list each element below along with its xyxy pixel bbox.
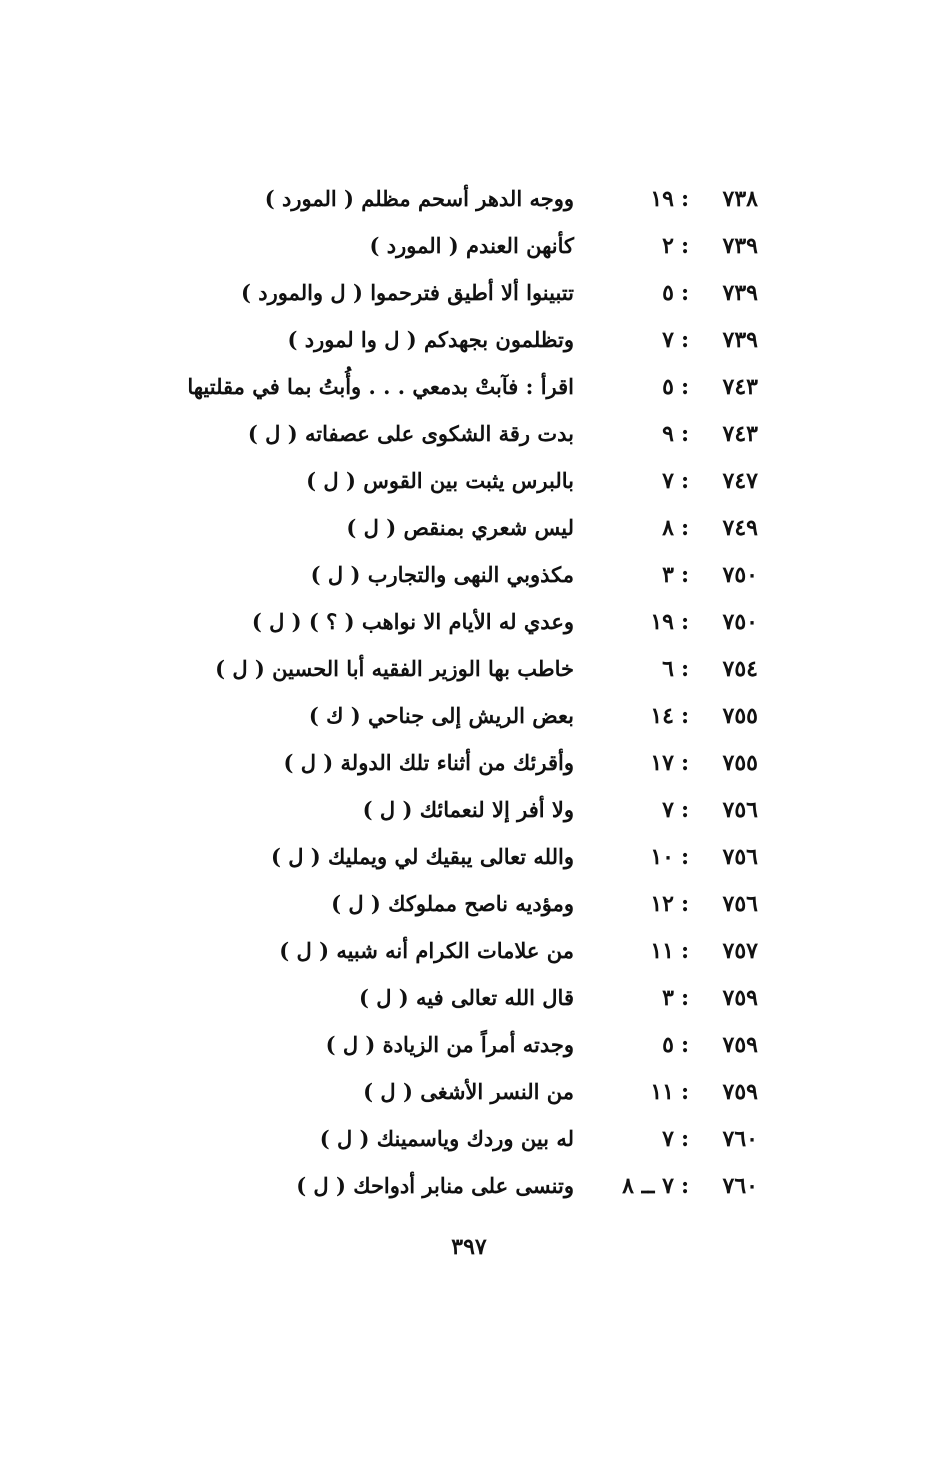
- line-number-ref: ١٩: [650, 609, 674, 635]
- correction-text: وعدي له الأيام الا نواهب ( ؟ ) ( ل ): [251, 609, 574, 634]
- list-item: [150, 744, 770, 791]
- page-number-ref: ٧٤٣: [722, 374, 758, 400]
- reference: [580, 985, 770, 1021]
- correction-text: خاطب بها الوزير الفقيه أبا الحسين ( ل ): [215, 656, 574, 681]
- correction-text: وتنسى على منابر أدواحك ( ل ): [296, 1173, 574, 1198]
- separator: :: [680, 1032, 690, 1058]
- page-number-ref: ٧٣٩: [722, 327, 758, 353]
- page-number-ref: ٧٥٦: [722, 797, 758, 823]
- reference: [580, 1126, 770, 1162]
- reference: [580, 421, 770, 457]
- reference: [580, 327, 770, 363]
- separator: :: [680, 421, 690, 447]
- correction-text: تتبينوا ألا أطيق فترحموا ( ل والمورد ): [240, 280, 574, 305]
- line-number-ref: ١٧: [650, 750, 674, 776]
- correction-text: وتظلمون بجهدكم ( ل وا لمورد ): [287, 327, 574, 352]
- list-item: [150, 791, 770, 838]
- separator: :: [680, 327, 690, 353]
- page-number-ref: ٧٦٠: [722, 1126, 758, 1152]
- list-item: [150, 274, 770, 321]
- separator: :: [680, 656, 690, 682]
- page-number-ref: ٧٥٥: [722, 703, 758, 729]
- list-item: [150, 415, 770, 462]
- page-number-ref: ٧٤٩: [722, 515, 758, 541]
- line-number-ref: ٥: [662, 374, 674, 400]
- page-number-ref: ٧٣٨: [722, 186, 758, 212]
- list-item: [150, 650, 770, 697]
- separator: :: [680, 1126, 690, 1152]
- line-number-ref: ٣: [662, 985, 674, 1011]
- separator: :: [680, 562, 690, 588]
- page-footer-number: ٣٩٧: [451, 1234, 487, 1260]
- list-item: [150, 1026, 770, 1073]
- reference: [580, 280, 770, 316]
- list-item: [150, 180, 770, 227]
- list-item: [150, 1120, 770, 1167]
- list-item: [150, 885, 770, 932]
- page-number-ref: ٧٤٣: [722, 421, 758, 447]
- line-number-ref: ١٠: [650, 844, 674, 870]
- list-item: [150, 697, 770, 744]
- correction-text: مكذوبي النهى والتجارب ( ل ): [310, 562, 574, 587]
- page-number-ref: ٧٥٩: [722, 1079, 758, 1105]
- list-item: [150, 1167, 770, 1214]
- line-number-ref: ١٩: [650, 186, 674, 212]
- separator: :: [680, 186, 690, 212]
- page-number-ref: ٧٥٩: [722, 985, 758, 1011]
- separator: :: [680, 797, 690, 823]
- reference: [580, 233, 770, 269]
- correction-text: بدت رقة الشكوى على عصفاته ( ل ): [247, 421, 574, 446]
- separator: :: [680, 938, 690, 964]
- page-number-ref: ٧٥٩: [722, 1032, 758, 1058]
- list-item: [150, 838, 770, 885]
- list-item: [150, 509, 770, 556]
- reference: [580, 938, 770, 974]
- page-number-ref: ٧٥٤: [722, 656, 758, 682]
- list-item: [150, 227, 770, 274]
- correction-text: كأنهن العندم ( المورد ): [369, 233, 574, 258]
- separator: :: [680, 609, 690, 635]
- page-number-ref: ٧٤٧: [722, 468, 758, 494]
- line-number-ref: ٥: [662, 280, 674, 306]
- list-item: [150, 462, 770, 509]
- line-number-ref: ٦: [662, 656, 674, 682]
- line-number-ref: ٢: [662, 233, 674, 259]
- reference: [580, 1173, 770, 1209]
- line-number-ref: ١٢: [650, 891, 674, 917]
- correction-text: من علامات الكرام أنه شبيه ( ل ): [279, 938, 574, 963]
- separator: :: [680, 1079, 690, 1105]
- page-number-ref: ٧٣٩: [722, 233, 758, 259]
- list-item: [150, 1073, 770, 1120]
- separator: :: [680, 891, 690, 917]
- correction-text: بالبرس يثبت بين القوس ( ل ): [306, 468, 574, 493]
- reference: [580, 609, 770, 645]
- correction-text: والله تعالى يبقيك لي ويمليك ( ل ): [270, 844, 574, 869]
- reference: [580, 1032, 770, 1068]
- correction-text: وأقرئك من أثناء تلك الدولة ( ل ): [283, 750, 574, 775]
- list-item: [150, 556, 770, 603]
- list-item: [150, 932, 770, 979]
- reference: [580, 515, 770, 551]
- separator: :: [680, 280, 690, 306]
- correction-text: له بين وردك وياسمينك ( ل ): [319, 1126, 574, 1151]
- reference: [580, 844, 770, 880]
- page-number-ref: ٧٥٦: [722, 891, 758, 917]
- separator: :: [680, 844, 690, 870]
- correction-text: وجدته أمراً من الزيادة ( ل ): [325, 1032, 574, 1057]
- list-item: [150, 603, 770, 650]
- reference: [580, 374, 770, 410]
- corrections-list: [150, 180, 770, 1214]
- reference: [580, 186, 770, 222]
- reference: [580, 891, 770, 927]
- page-number-ref: ٧٣٩: [722, 280, 758, 306]
- correction-text: ووجه الدهر أسحم مظلم ( المورد ): [264, 186, 574, 211]
- page-number-ref: ٧٥٠: [722, 609, 758, 635]
- reference: [580, 703, 770, 739]
- page-number-ref: ٧٦٠: [722, 1173, 758, 1199]
- page-number-ref: ٧٥٥: [722, 750, 758, 776]
- line-number-ref: ٨: [662, 515, 674, 541]
- correction-text: قال الله تعالى فيه ( ل ): [358, 985, 574, 1010]
- correction-text: اقرأ : فآبتْ بدمعي . . . وأُبتُ بما في مقلتيها: [187, 374, 574, 399]
- correction-text: من النسر الأشغى ( ل ): [363, 1079, 574, 1104]
- correction-text: بعض الريش إلى جناحي ( ك ): [308, 703, 574, 728]
- separator: :: [680, 1173, 690, 1199]
- separator: :: [680, 233, 690, 259]
- line-number-ref: ٧: [662, 327, 674, 353]
- separator: :: [680, 374, 690, 400]
- page-number-ref: ٧٥٠: [722, 562, 758, 588]
- page-number-ref: ٧٥٦: [722, 844, 758, 870]
- reference: [580, 656, 770, 692]
- line-number-ref: ١١: [650, 938, 674, 964]
- line-number-ref: ٧ ــ ٨: [622, 1173, 674, 1199]
- line-number-ref: ٣: [662, 562, 674, 588]
- separator: :: [680, 750, 690, 776]
- list-item: [150, 321, 770, 368]
- separator: :: [680, 468, 690, 494]
- line-number-ref: ١١: [650, 1079, 674, 1105]
- reference: [580, 750, 770, 786]
- reference: [580, 468, 770, 504]
- list-item: [150, 368, 770, 415]
- line-number-ref: ٩: [662, 421, 674, 447]
- correction-text: ومؤديه ناصح مملوكك ( ل ): [331, 891, 574, 916]
- separator: :: [680, 703, 690, 729]
- separator: :: [680, 985, 690, 1011]
- list-item: [150, 979, 770, 1026]
- reference: [580, 1079, 770, 1115]
- line-number-ref: ٧: [662, 1126, 674, 1152]
- line-number-ref: ٧: [662, 468, 674, 494]
- correction-text: ليس شعري بمنقص ( ل ): [346, 515, 574, 540]
- separator: :: [680, 515, 690, 541]
- reference: [580, 562, 770, 598]
- line-number-ref: ٧: [662, 797, 674, 823]
- reference: [580, 797, 770, 833]
- line-number-ref: ٥: [662, 1032, 674, 1058]
- correction-text: ولا أفر إلا لنعمائك ( ل ): [362, 797, 574, 822]
- page-number-ref: ٧٥٧: [722, 938, 758, 964]
- line-number-ref: ١٤: [650, 703, 674, 729]
